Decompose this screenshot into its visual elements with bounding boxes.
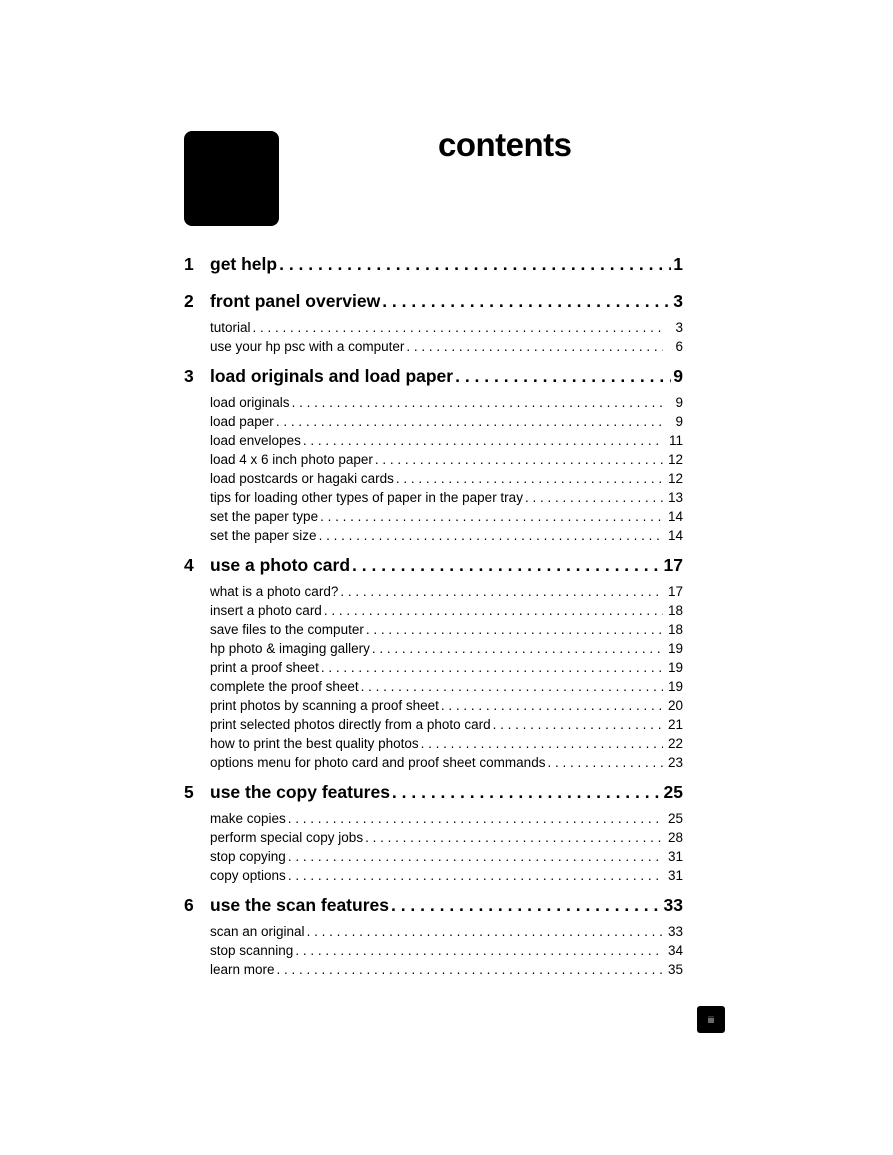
section-list xyxy=(210,811,683,887)
page-number-badge: iii xyxy=(697,1006,725,1033)
chapter-number: 5 xyxy=(184,782,194,802)
chapter-title: get help xyxy=(210,254,278,274)
section-title: load 4 x 6 inch photo paper xyxy=(210,452,373,467)
section-page-number: 14 xyxy=(667,509,683,524)
toc-section-entry[interactable] xyxy=(210,509,683,528)
section-page-number: 17 xyxy=(667,584,683,599)
page-title: contents xyxy=(438,126,572,163)
section-page-number: 19 xyxy=(667,641,683,656)
dot-leader xyxy=(320,509,663,524)
section-title: tutorial xyxy=(210,320,251,335)
section-title: tips for loading other types of paper in the paper tray xyxy=(210,490,523,505)
dot-leader xyxy=(372,641,663,656)
toc-section-entry[interactable] xyxy=(210,924,683,943)
chapter-title: front panel overview xyxy=(210,291,381,311)
chapter-page-number: 25 xyxy=(663,782,683,802)
section-page-number: 25 xyxy=(667,811,683,826)
chapter-page-number: 1 xyxy=(673,254,683,274)
dot-leader xyxy=(288,811,663,826)
dot-leader xyxy=(391,895,662,916)
chapter-number: 2 xyxy=(184,291,194,311)
section-title: stop copying xyxy=(210,849,286,864)
dot-leader xyxy=(340,584,663,599)
toc-section-entry[interactable] xyxy=(210,414,683,433)
dot-leader xyxy=(307,924,663,939)
section-title: learn more xyxy=(210,962,275,977)
dot-leader xyxy=(303,433,663,448)
toc-chapter xyxy=(184,254,683,283)
dot-leader xyxy=(277,962,663,977)
section-list xyxy=(210,924,683,981)
section-page-number: 19 xyxy=(667,679,683,694)
toc-section-entry[interactable] xyxy=(210,679,683,698)
toc-section-entry[interactable] xyxy=(210,811,683,830)
toc-section-entry[interactable] xyxy=(210,584,683,603)
dot-leader xyxy=(493,717,663,732)
section-title: load postcards or hagaki cards xyxy=(210,471,394,486)
toc-section-entry[interactable] xyxy=(210,603,683,622)
toc-section-entry[interactable] xyxy=(210,962,683,981)
section-page-number: 33 xyxy=(667,924,683,939)
dot-leader xyxy=(295,943,663,958)
dot-leader xyxy=(366,622,663,637)
section-page-number: 18 xyxy=(667,603,683,618)
section-title: stop scanning xyxy=(210,943,294,958)
section-list xyxy=(210,395,683,547)
section-title: copy options xyxy=(210,868,286,883)
toc-chapter-entry[interactable] xyxy=(184,782,683,811)
section-page-number: 3 xyxy=(675,320,683,335)
toc-section-entry[interactable] xyxy=(210,717,683,736)
section-title: insert a photo card xyxy=(210,603,322,618)
section-title: load paper xyxy=(210,414,274,429)
dot-leader xyxy=(421,736,663,751)
chapter-title: use the scan features xyxy=(210,895,389,915)
section-list xyxy=(210,320,683,358)
section-page-number: 31 xyxy=(667,849,683,864)
chapter-number: 4 xyxy=(184,555,194,575)
toc-section-entry[interactable] xyxy=(210,736,683,755)
section-title: use your hp psc with a computer xyxy=(210,339,405,354)
dot-leader xyxy=(375,452,663,467)
section-page-number: 19 xyxy=(667,660,683,675)
toc-section-entry[interactable] xyxy=(210,490,683,509)
dot-leader xyxy=(292,395,663,410)
dot-leader xyxy=(288,868,663,883)
chapter-title: load originals and load paper xyxy=(210,366,454,386)
section-page-number: 9 xyxy=(675,414,683,429)
section-title: set the paper size xyxy=(210,528,317,543)
dot-leader xyxy=(321,660,663,675)
section-page-number: 23 xyxy=(667,755,683,770)
dot-leader xyxy=(525,490,663,505)
section-title: save files to the computer xyxy=(210,622,364,637)
dot-leader xyxy=(253,320,663,335)
chapter-page-number: 33 xyxy=(663,895,683,915)
toc-chapter xyxy=(184,555,683,774)
toc-section-entry[interactable] xyxy=(210,395,683,414)
section-title: options menu for photo card and proof sheet commands xyxy=(210,755,546,770)
section-title: load envelopes xyxy=(210,433,301,448)
section-title: print photos by scanning a proof sheet xyxy=(210,698,439,713)
toc-section-entry[interactable] xyxy=(210,868,683,887)
dot-leader xyxy=(382,291,671,312)
section-page-number: 20 xyxy=(667,698,683,713)
dot-leader xyxy=(288,849,663,864)
section-list xyxy=(210,584,683,774)
chapter-title: use the copy features xyxy=(210,782,390,802)
section-page-number: 34 xyxy=(667,943,683,958)
chapter-page-number: 9 xyxy=(673,366,683,386)
dot-leader xyxy=(279,254,671,275)
section-page-number: 11 xyxy=(668,433,683,448)
toc-section-entry[interactable] xyxy=(210,433,683,452)
section-page-number: 14 xyxy=(667,528,683,543)
section-title: print selected photos directly from a photo card xyxy=(210,717,491,732)
section-title: hp photo & imaging gallery xyxy=(210,641,370,656)
section-page-number: 21 xyxy=(667,717,683,732)
toc-chapter xyxy=(184,291,683,358)
dot-leader xyxy=(352,555,662,576)
toc-section-entry[interactable] xyxy=(210,452,683,471)
toc-section-entry[interactable] xyxy=(210,320,683,339)
section-page-number: 12 xyxy=(667,471,683,486)
chapter-page-number: 17 xyxy=(663,555,683,575)
section-page-number: 18 xyxy=(667,622,683,637)
chapter-title: use a photo card xyxy=(210,555,351,575)
dot-leader xyxy=(276,414,663,429)
section-page-number: 6 xyxy=(675,339,683,354)
toc-section-entry[interactable] xyxy=(210,622,683,641)
section-title: what is a photo card? xyxy=(210,584,339,599)
toc-section-entry[interactable] xyxy=(210,660,683,679)
dot-leader xyxy=(547,755,663,770)
dot-leader xyxy=(455,366,671,387)
toc-chapter-entry[interactable] xyxy=(184,291,683,320)
section-title: set the paper type xyxy=(210,509,319,524)
section-page-number: 12 xyxy=(667,452,683,467)
dot-leader xyxy=(319,528,663,543)
section-title: perform special copy jobs xyxy=(210,830,364,845)
section-page-number: 31 xyxy=(667,868,683,883)
chapter-number: 3 xyxy=(184,366,194,386)
chapter-number: 1 xyxy=(184,254,194,274)
toc-section-entry[interactable] xyxy=(210,943,683,962)
toc-section-entry[interactable] xyxy=(210,830,683,849)
dot-leader xyxy=(361,679,663,694)
toc-section-entry[interactable] xyxy=(210,755,683,774)
chapter-page-number: 3 xyxy=(673,291,683,311)
dot-leader xyxy=(392,782,662,803)
section-title: load originals xyxy=(210,395,290,410)
chapter-number: 6 xyxy=(184,895,194,915)
toc-chapter-entry[interactable] xyxy=(184,254,683,283)
section-page-number: 28 xyxy=(667,830,683,845)
dot-leader xyxy=(441,698,663,713)
section-title: how to print the best quality photos xyxy=(210,736,419,751)
toc-chapter-entry[interactable] xyxy=(184,895,683,924)
dot-leader xyxy=(365,830,663,845)
toc-section-entry[interactable] xyxy=(210,698,683,717)
chapter-tab-block xyxy=(184,131,279,226)
section-title: complete the proof sheet xyxy=(210,679,359,694)
toc-section-entry[interactable] xyxy=(210,528,683,547)
table-of-contents xyxy=(184,254,683,989)
section-title: print a proof sheet xyxy=(210,660,319,675)
toc-chapter-entry[interactable] xyxy=(184,555,683,584)
toc-section-entry[interactable] xyxy=(210,849,683,868)
toc-section-entry[interactable] xyxy=(210,641,683,660)
section-title: scan an original xyxy=(210,924,305,939)
toc-chapter xyxy=(184,366,683,547)
section-page-number: 35 xyxy=(667,962,683,977)
dot-leader xyxy=(396,471,663,486)
section-page-number: 13 xyxy=(667,490,683,505)
section-page-number: 22 xyxy=(667,736,683,751)
dot-leader xyxy=(324,603,663,618)
toc-section-entry[interactable] xyxy=(210,471,683,490)
dot-leader xyxy=(406,339,663,354)
section-page-number: 9 xyxy=(675,395,683,410)
toc-chapter xyxy=(184,782,683,887)
section-title: make copies xyxy=(210,811,286,826)
toc-section-entry[interactable] xyxy=(210,339,683,358)
toc-chapter-entry[interactable] xyxy=(184,366,683,395)
toc-chapter xyxy=(184,895,683,981)
